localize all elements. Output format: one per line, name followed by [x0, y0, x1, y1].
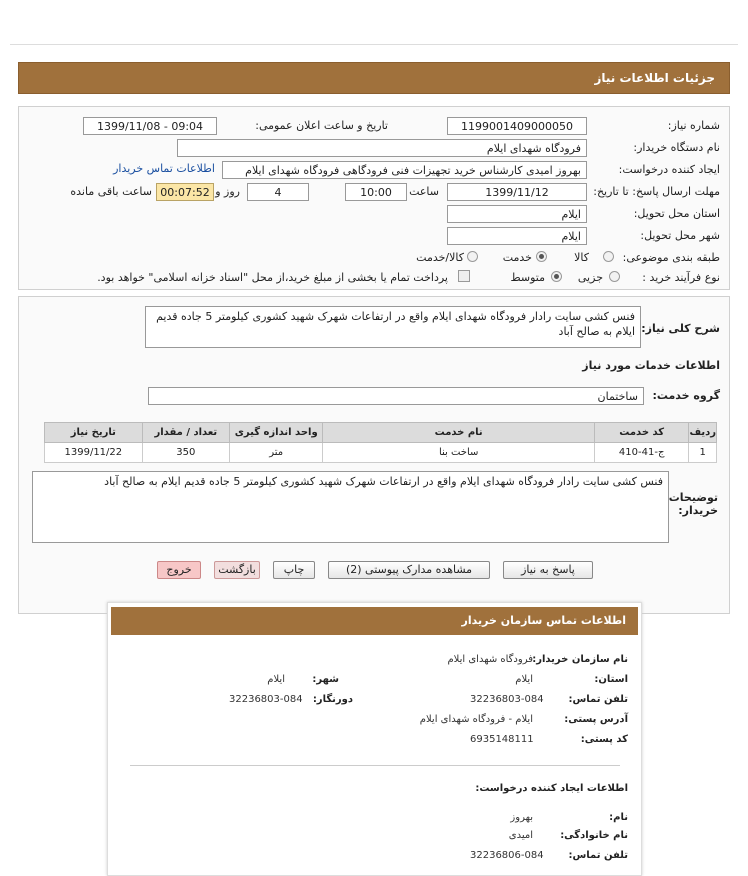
contact-card-header: [111, 607, 638, 635]
cell-name: ساخت بنا: [323, 443, 595, 463]
table-row: [45, 443, 717, 463]
announce-field: 1399/11/08 - 09:04: [83, 117, 217, 135]
contact-province-label: استان:: [594, 674, 628, 685]
page-header: [18, 62, 730, 94]
category-option-goods-service: کالا/خدمت: [416, 251, 464, 264]
contact-fax-value: 32236803-084: [229, 694, 303, 705]
creator-family-value: امیدی: [508, 830, 533, 841]
remaining-time-field: 00:07:52: [156, 183, 214, 201]
services-table: [44, 422, 717, 463]
treasury-checkbox[interactable]: [458, 270, 470, 282]
category-option-service: خدمت: [502, 251, 532, 264]
contact-province-value: ایلام: [515, 674, 533, 685]
days-field: 4: [247, 183, 309, 201]
services-title: اطلاعات خدمات مورد نیاز: [582, 359, 720, 372]
creator-name-label: نام:: [609, 812, 628, 823]
col-header-date: تاریخ نیاز: [45, 423, 143, 443]
need-number-label: شماره نیاز:: [667, 119, 720, 132]
need-number-field: 1199001409000050: [447, 117, 587, 135]
category-option-goods: کالا: [574, 251, 589, 264]
col-header-unit: واحد اندازه گیری: [230, 423, 323, 443]
buyer-notes-textarea: فنس کشی سایت رادار فرودگاه شهدای ایلام واقع در ارتفاعات شهرک شهید کشوری کیلومتر 5 جاده قدیم ایلام به صالح آباد: [32, 471, 669, 543]
contact-city-label: شهر:: [312, 674, 339, 685]
category-radio-service[interactable]: [536, 251, 547, 262]
time-label: ساعت: [409, 185, 439, 198]
remaining-label: ساعت باقی مانده: [70, 185, 152, 198]
creator-label: ایجاد کننده درخواست:: [618, 163, 720, 176]
col-header-code: کد خدمت: [594, 423, 689, 443]
process-option-minor: جزیی: [577, 271, 603, 284]
creator-phone-value: 32236806-084: [470, 850, 544, 861]
creator-field: بهروز امیدی کارشناس خرید تجهیزات فنی فرودگاهی فرودگاه شهدای ایلام: [222, 161, 587, 179]
city-field: ایلام: [447, 227, 587, 245]
province-label: استان محل تحویل:: [633, 207, 720, 220]
contact-postal-value: 6935148111: [470, 734, 534, 745]
top-divider: [10, 44, 738, 45]
buyer-contact-link[interactable]: اطلاعات تماس خریدار: [113, 162, 215, 175]
cell-unit: متر: [230, 443, 323, 463]
cell-code: ج-41-410: [594, 443, 689, 463]
contact-phone-value: 32236803-084: [470, 694, 544, 705]
category-radio-goods-service[interactable]: [467, 251, 478, 262]
contact-city-value: ایلام: [267, 674, 285, 685]
summary-textarea: فنس کشی سایت رادار فرودگاه شهدای ایلام واقع در ارتفاعات شهرک شهید کشوری کیلومتر 5 جاده قدیم ایلام به صالح آباد: [145, 306, 641, 348]
category-radio-goods[interactable]: [603, 251, 614, 262]
contact-org-value: فرودگاه شهدای ایلام: [447, 654, 533, 665]
creator-info-title: اطلاعات ایجاد کننده درخواست:: [475, 783, 628, 794]
creator-phone-label: تلفن تماس:: [568, 850, 628, 861]
process-label: نوع فرآیند خرید :: [642, 271, 720, 284]
creator-family-label: نام خانوادگی:: [560, 830, 628, 841]
col-header-row-num: ردیف: [689, 423, 717, 443]
city-label: شهر محل تحویل:: [640, 229, 720, 242]
cell-row-num: 1: [689, 443, 717, 463]
contact-postal-label: کد پستی:: [580, 734, 628, 745]
cell-date: 1399/11/22: [45, 443, 143, 463]
exit-button[interactable]: خروج: [157, 561, 201, 579]
buyer-field: فرودگاه شهدای ایلام: [177, 139, 587, 157]
process-radio-medium[interactable]: [551, 271, 562, 282]
contact-address-value: ایلام - فرودگاه شهدای ایلام: [419, 714, 533, 725]
days-label: روز و: [215, 185, 240, 198]
province-field: ایلام: [447, 205, 587, 223]
category-label: طبقه بندی موضوعی:: [622, 251, 720, 264]
table-header-row: [45, 423, 717, 443]
contact-org-label: نام سازمان خریدار:: [532, 654, 628, 665]
col-header-name: نام خدمت: [323, 423, 595, 443]
attachments-button[interactable]: مشاهده مدارک پیوستی (2): [328, 561, 490, 579]
contact-divider: [130, 765, 620, 766]
cell-quantity: 350: [142, 443, 229, 463]
page-title: جزئیات اطلاعات نیاز: [594, 71, 715, 85]
reply-button[interactable]: پاسخ به نیاز: [503, 561, 593, 579]
process-option-medium: متوسط: [510, 271, 545, 284]
contact-address-label: آدرس پستی:: [564, 714, 628, 725]
payment-note: پرداخت تمام یا بخشی از مبلغ خرید،از محل "اسناد خزانه اسلامی" خواهد بود.: [97, 271, 448, 284]
deadline-label: مهلت ارسال پاسخ: تا تاریخ:: [593, 185, 720, 198]
process-radio-minor[interactable]: [609, 271, 620, 282]
service-group-label: گروه خدمت:: [652, 389, 720, 402]
contact-phone-label: تلفن تماس:: [568, 694, 628, 705]
deadline-time-field: 10:00: [345, 183, 407, 201]
buyer-notes-label: توضیحات خریدار:: [668, 491, 718, 517]
back-button[interactable]: بازگشت: [214, 561, 260, 579]
creator-name-value: بهروز: [510, 812, 533, 823]
summary-label: شرح کلی نیاز:: [641, 322, 720, 335]
print-button[interactable]: چاپ: [273, 561, 315, 579]
buyer-label: نام دستگاه خریدار:: [633, 141, 720, 154]
service-group-field: ساختمان: [148, 387, 644, 405]
contact-fax-label: دورنگار:: [312, 694, 353, 705]
deadline-date-field: 1399/11/12: [447, 183, 587, 201]
contact-card-title: اطلاعات تماس سازمان خریدار: [461, 614, 626, 627]
col-header-quantity: تعداد / مقدار: [142, 423, 229, 443]
announce-label: تاریخ و ساعت اعلان عمومی:: [255, 119, 388, 132]
